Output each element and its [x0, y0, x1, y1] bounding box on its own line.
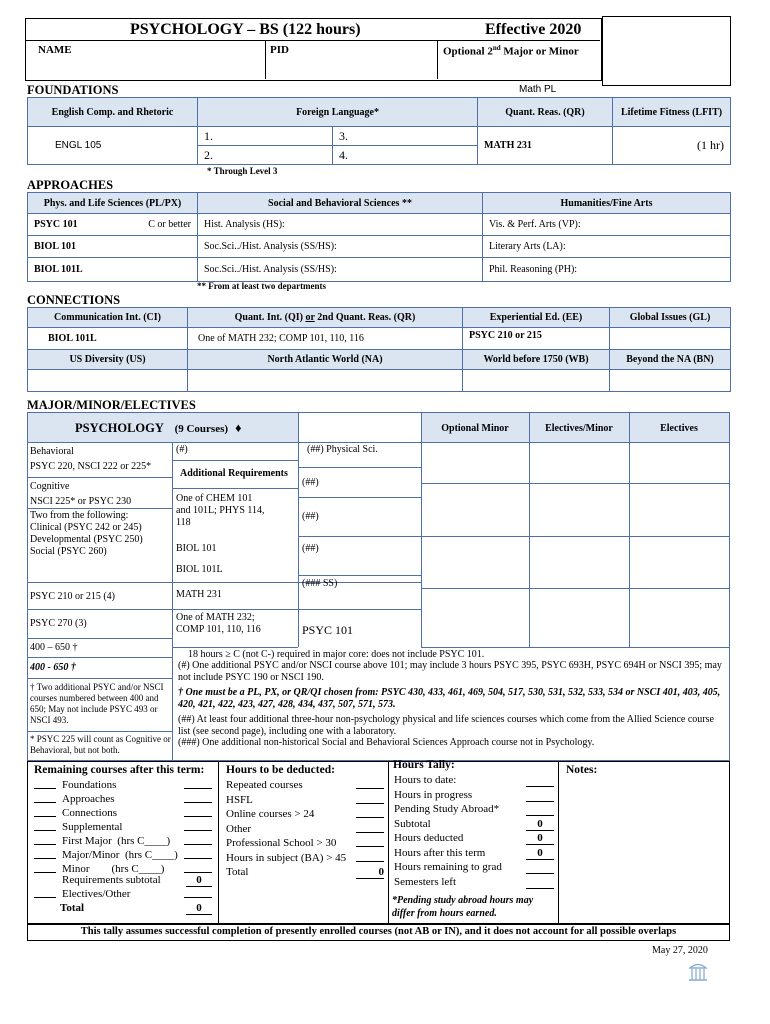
remaining-value: 0 — [186, 902, 212, 915]
hline — [421, 588, 730, 589]
deduct-blank[interactable] — [356, 803, 384, 804]
gl-cell[interactable] — [610, 328, 731, 350]
remaining-value: 0 — [186, 874, 212, 887]
remaining-blank[interactable] — [34, 830, 56, 831]
na-cell[interactable] — [188, 370, 463, 392]
deduct-label: Total — [226, 866, 249, 878]
left-psyc270: PSYC 270 (3) — [30, 618, 87, 629]
mid-add-req: Additional Requirements — [180, 468, 288, 479]
sbs-cell[interactable]: Soc.Sci../Hist. Analysis (SS/HS): — [198, 258, 483, 282]
remaining-blank[interactable] — [184, 844, 212, 845]
mid-hash: (#) — [176, 444, 188, 455]
deduct-label: Hours in subject (BA) > 45 — [226, 851, 347, 864]
optional-major-suffix: Major or Minor — [500, 45, 579, 58]
english-header: English Comp. and Rhetoric — [28, 98, 198, 127]
major-note-1: 18 hours ≥ C (not C-) required in major core: does not include PSYC 101. — [188, 649, 485, 660]
left-400-650-b: 400 - 650 † — [30, 662, 76, 673]
gl-header: Global Issues (GL) — [610, 308, 731, 328]
remaining-blank[interactable] — [34, 788, 56, 789]
notes-title: Notes: — [566, 764, 598, 776]
mid-biol101l: BIOL 101L — [176, 564, 223, 575]
sbs-cell[interactable]: Hist. Analysis (HS): — [198, 214, 483, 236]
deduct-label: Other — [226, 822, 252, 835]
optional-major-sup: nd — [492, 44, 501, 52]
fl-slot-2[interactable]: 2. — [198, 146, 333, 165]
remaining-label: Supplemental — [62, 821, 123, 833]
left-note2: * PSYC 225 will count as Cognitive or Behavioral, but not both. — [30, 734, 171, 755]
vline — [172, 647, 173, 761]
electives-header: Electives — [660, 423, 698, 434]
electives-minor-header: Electives/Minor — [545, 423, 613, 434]
remaining-label: First Major (hrs C____) — [62, 835, 171, 847]
remaining-blank[interactable] — [184, 897, 212, 898]
major-note-4: (##) At least four additional three-hour non-psychology physical and life sciences courses which come from the Allied Science course list (see second page), including one with a laboratory. — [178, 714, 714, 737]
remaining-title: Remaining courses after this term: — [34, 764, 205, 776]
right-psyc101: PSYC 101 — [302, 623, 354, 637]
deduct-blank[interactable] — [356, 861, 384, 862]
bn-cell[interactable] — [610, 370, 731, 392]
deduct-title: Hours to be deducted: — [226, 764, 335, 776]
right-ss: (### SS) — [302, 578, 338, 589]
hours-value[interactable] — [526, 803, 554, 816]
hline — [172, 488, 298, 489]
footer-date: May 27, 2020 — [652, 945, 708, 956]
deduct-blank[interactable] — [356, 788, 384, 789]
mid-math231: MATH 231 — [176, 589, 222, 600]
remaining-blank[interactable] — [184, 872, 212, 873]
remaining-label: Foundations — [62, 779, 117, 791]
name-field[interactable]: NAME — [38, 44, 72, 56]
vline — [421, 412, 422, 647]
sbs-header: Social and Behavioral Sciences ** — [198, 193, 483, 214]
hline — [27, 678, 172, 679]
qr-header: Quant. Reas. (QR) — [478, 98, 613, 127]
fl-slot-1[interactable]: 1. — [198, 127, 333, 146]
foundations-note: * Through Level 3 — [207, 166, 278, 176]
psych-header-label: PSYCHOLOGY — [75, 421, 164, 435]
left-developmental: Developmental (PSYC 250) — [30, 534, 143, 545]
hfa-cell[interactable]: Vis. & Perf. Arts (VP): — [483, 214, 731, 236]
hours-label: Subtotal — [394, 817, 431, 830]
connections-title: CONNECTIONS — [27, 293, 121, 307]
connections-table — [27, 307, 731, 392]
remaining-label: Electives/Other — [62, 888, 131, 900]
hline — [27, 508, 172, 509]
deduct-label: Online courses > 24 — [226, 808, 315, 820]
remaining-blank[interactable] — [34, 897, 56, 898]
qi-header: Quant. Int. (QI) or 2nd Quant. Reas. (QR) — [188, 308, 463, 328]
hline — [172, 582, 421, 583]
major-title: MAJOR/MINOR/ELECTIVES — [27, 398, 196, 412]
remaining-label: Total — [60, 902, 85, 914]
pl-cell — [28, 214, 198, 236]
pl-course: BIOL 101L — [28, 258, 198, 282]
hours-label: Semesters left — [394, 875, 457, 888]
left-note1: † Two additional PSYC and/or NSCI courses numbered between 400 and 650; May not include PSYC 493 or NSCI 493. — [30, 682, 164, 725]
pl-course: PSYC 101 — [34, 219, 78, 230]
english-course: ENGL 105 — [28, 127, 198, 165]
hline — [172, 609, 421, 610]
ee-course-text: PSYC 210 or 215 — [469, 330, 542, 341]
optional-minor-header: Optional Minor — [441, 423, 509, 434]
hline — [27, 638, 172, 639]
sbs-cell[interactable]: Soc.Sci../Hist. Analysis (SS/HS): — [198, 236, 483, 258]
fl-slot-3[interactable]: 3. — [333, 127, 478, 146]
hours-title: Hours Tally: — [393, 759, 455, 771]
pl-note: C or better — [148, 219, 191, 230]
mid-chem: One of CHEM 101 and 101L; PHYS 114, 118 — [176, 493, 265, 528]
hours-label: Hours deducted — [394, 832, 464, 844]
major-note-5: (###) One additional non-historical Social and Behavioral Sciences Approach course not in Psychology. — [178, 737, 595, 748]
hline — [421, 536, 730, 537]
hours-value[interactable]: 0 — [526, 832, 554, 845]
hours-label: Hours after this term — [394, 846, 486, 859]
left-behavioral-courses: PSYC 220, NSCI 222 or 225* — [30, 461, 152, 472]
qi-course: One of MATH 232; COMP 101, 110, 116 — [188, 328, 463, 350]
wb-cell[interactable] — [463, 370, 610, 392]
hfa-cell[interactable]: Literary Arts (LA): — [483, 236, 731, 258]
remaining-label: Connections — [62, 807, 117, 819]
lfit-hours: (1 hr) — [613, 127, 731, 165]
left-cognitive: Cognitive — [30, 481, 70, 492]
hline — [27, 731, 172, 732]
deduct-blank[interactable] — [356, 832, 384, 833]
tally-vline — [218, 761, 219, 924]
page-title: PSYCHOLOGY – BS (122 hours) — [130, 21, 361, 38]
bn-header: Beyond the NA (BN) — [610, 350, 731, 370]
remaining-label: Approaches — [62, 793, 115, 805]
fl-slot-4[interactable]: 4. — [333, 146, 478, 165]
foundations-title: FOUNDATIONS — [27, 83, 119, 97]
qr-course: MATH 231 — [478, 127, 613, 165]
pl-header: Phys. and Life Sciences (PL/PX) — [28, 193, 198, 214]
major-note-2: (#) One additional PSYC and/or NSCI course above 101; may include 3 hours PSYC 395, PSYC 693H, PSYC 694H or NSCI 395; may not include PSYC 190 or NSCI 190. — [178, 660, 722, 683]
hfa-cell[interactable]: Phil. Reasoning (PH): — [483, 258, 731, 282]
remaining-blank[interactable] — [184, 802, 212, 803]
vline — [172, 442, 173, 647]
remaining-blank[interactable] — [184, 816, 212, 817]
ci-course: BIOL 101L — [28, 328, 188, 350]
hours-value[interactable]: 0 — [526, 847, 554, 860]
header-divider — [25, 40, 600, 41]
deduct-label: HSFL — [226, 793, 253, 806]
math-pl-label: Math PL — [519, 84, 557, 95]
deduct-label: Professional School > 30 — [226, 837, 337, 849]
hline — [27, 442, 730, 443]
hline — [27, 477, 172, 478]
hline — [27, 609, 172, 610]
remaining-label: Requirements subtotal — [62, 874, 161, 886]
left-behavioral: Behavioral — [30, 446, 74, 457]
left-social: Social (PSYC 260) — [30, 546, 107, 557]
left-400-650-a: 400 – 650 † — [30, 642, 78, 653]
header-vdiv2 — [437, 40, 438, 79]
ee-header: Experiential Ed. (EE) — [463, 308, 610, 328]
remaining-label: Minor (hrs C____) — [62, 863, 165, 875]
courses-note: (9 Courses) — [174, 423, 229, 435]
left-two-following: Two from the following: — [30, 510, 129, 521]
photo-box — [602, 16, 731, 86]
hours-value[interactable] — [526, 861, 554, 874]
mid-math232: One of MATH 232; COMP 101, 110, 116 — [176, 612, 261, 635]
ci-header: Communication Int. (CI) — [28, 308, 188, 328]
pl-course: BIOL 101 — [28, 236, 198, 258]
remaining-blank[interactable] — [34, 844, 56, 845]
hours-value[interactable] — [526, 789, 554, 802]
footer-disclaimer: This tally assumes successful completion of presently enrolled courses (not AB or IN), and it does not account for all possible overlaps — [80, 926, 677, 937]
deduct-value: 0 — [356, 866, 384, 879]
remaining-blank[interactable] — [184, 830, 212, 831]
deduct-blank[interactable] — [356, 817, 384, 818]
hline — [27, 582, 172, 583]
deduct-label: Repeated courses — [226, 779, 303, 791]
right-h3: (##) — [302, 543, 319, 554]
mid-biol101: BIOL 101 — [176, 543, 217, 554]
vline — [298, 412, 299, 647]
effective-date: Effective 2020 — [485, 21, 582, 38]
hours-label: Pending Study Abroad* — [394, 803, 500, 815]
right-h1: (##) — [302, 477, 319, 488]
old-well-logo-icon — [688, 960, 708, 982]
remaining-blank[interactable] — [184, 858, 212, 859]
hline — [421, 647, 730, 648]
remaining-blank[interactable] — [34, 802, 56, 803]
approaches-table — [27, 192, 731, 282]
hline — [172, 460, 298, 461]
hfa-header: Humanities/Fine Arts — [483, 193, 731, 214]
approaches-title: APPROACHES — [27, 178, 114, 192]
hours-value[interactable]: 0 — [526, 818, 554, 831]
tally-vline — [388, 761, 389, 924]
psych-header — [75, 421, 242, 436]
hours-label: Hours in progress — [394, 788, 473, 801]
left-clinical: Clinical (PSYC 242 or 245) — [30, 522, 142, 533]
optional-major-field[interactable] — [443, 44, 579, 58]
hline — [298, 467, 421, 468]
header-vdiv1 — [265, 40, 266, 79]
vline — [529, 412, 530, 647]
optional-major-prefix: Optional 2 — [443, 45, 493, 58]
remaining-blank[interactable] — [34, 858, 56, 859]
diamond-icon: ♦ — [235, 421, 242, 435]
remaining-blank[interactable] — [184, 788, 212, 789]
lfit-header: Lifetime Fitness (LFIT) — [613, 98, 731, 127]
hline — [298, 536, 421, 537]
deduct-blank[interactable] — [356, 846, 384, 847]
left-cognitive-courses: NSCI 225* or PSYC 230 — [30, 496, 132, 507]
hours-label: Hours to date: — [394, 774, 457, 786]
hline — [421, 483, 730, 484]
hline — [27, 657, 172, 658]
pid-field[interactable]: PID — [270, 44, 289, 56]
hline — [298, 575, 421, 576]
tally-vline — [558, 761, 559, 924]
foundations-table — [27, 97, 731, 165]
hours-label: Hours remaining to grad — [394, 861, 502, 873]
major-note-3: † One must be a PL, PX, or QR/QI chosen from: PSYC 430, 433, 461, 469, 504, 517, 530, 531, 532, 533, 534 or NSCI 401, 403, 405, 420, 421, 422, 423, 427, 428, 434, 437, 507, 571, 573. — [178, 687, 721, 710]
hours-value[interactable] — [526, 774, 554, 787]
right-phys: (##) Physical Sci. — [307, 444, 378, 455]
remaining-label: Major/Minor (hrs C____) — [62, 849, 178, 861]
approaches-note: ** From at least two departments — [197, 281, 327, 291]
us-cell[interactable] — [28, 370, 188, 392]
vline — [629, 412, 630, 647]
right-h2: (##) — [302, 511, 319, 522]
hline — [298, 497, 421, 498]
hline — [172, 647, 298, 648]
remaining-blank[interactable] — [34, 872, 56, 873]
us-header: US Diversity (US) — [28, 350, 188, 370]
wb-header: World before 1750 (WB) — [463, 350, 610, 370]
left-psyc210: PSYC 210 or 215 (4) — [30, 591, 116, 602]
hours-value[interactable] — [526, 876, 554, 889]
remaining-blank[interactable] — [34, 816, 56, 817]
foreign-language-header: Foreign Language* — [198, 98, 478, 127]
na-header: North Atlantic World (NA) — [188, 350, 463, 370]
ee-course — [463, 328, 610, 350]
pending-note: *Pending study abroad hours may differ from hours earned. — [392, 895, 534, 919]
